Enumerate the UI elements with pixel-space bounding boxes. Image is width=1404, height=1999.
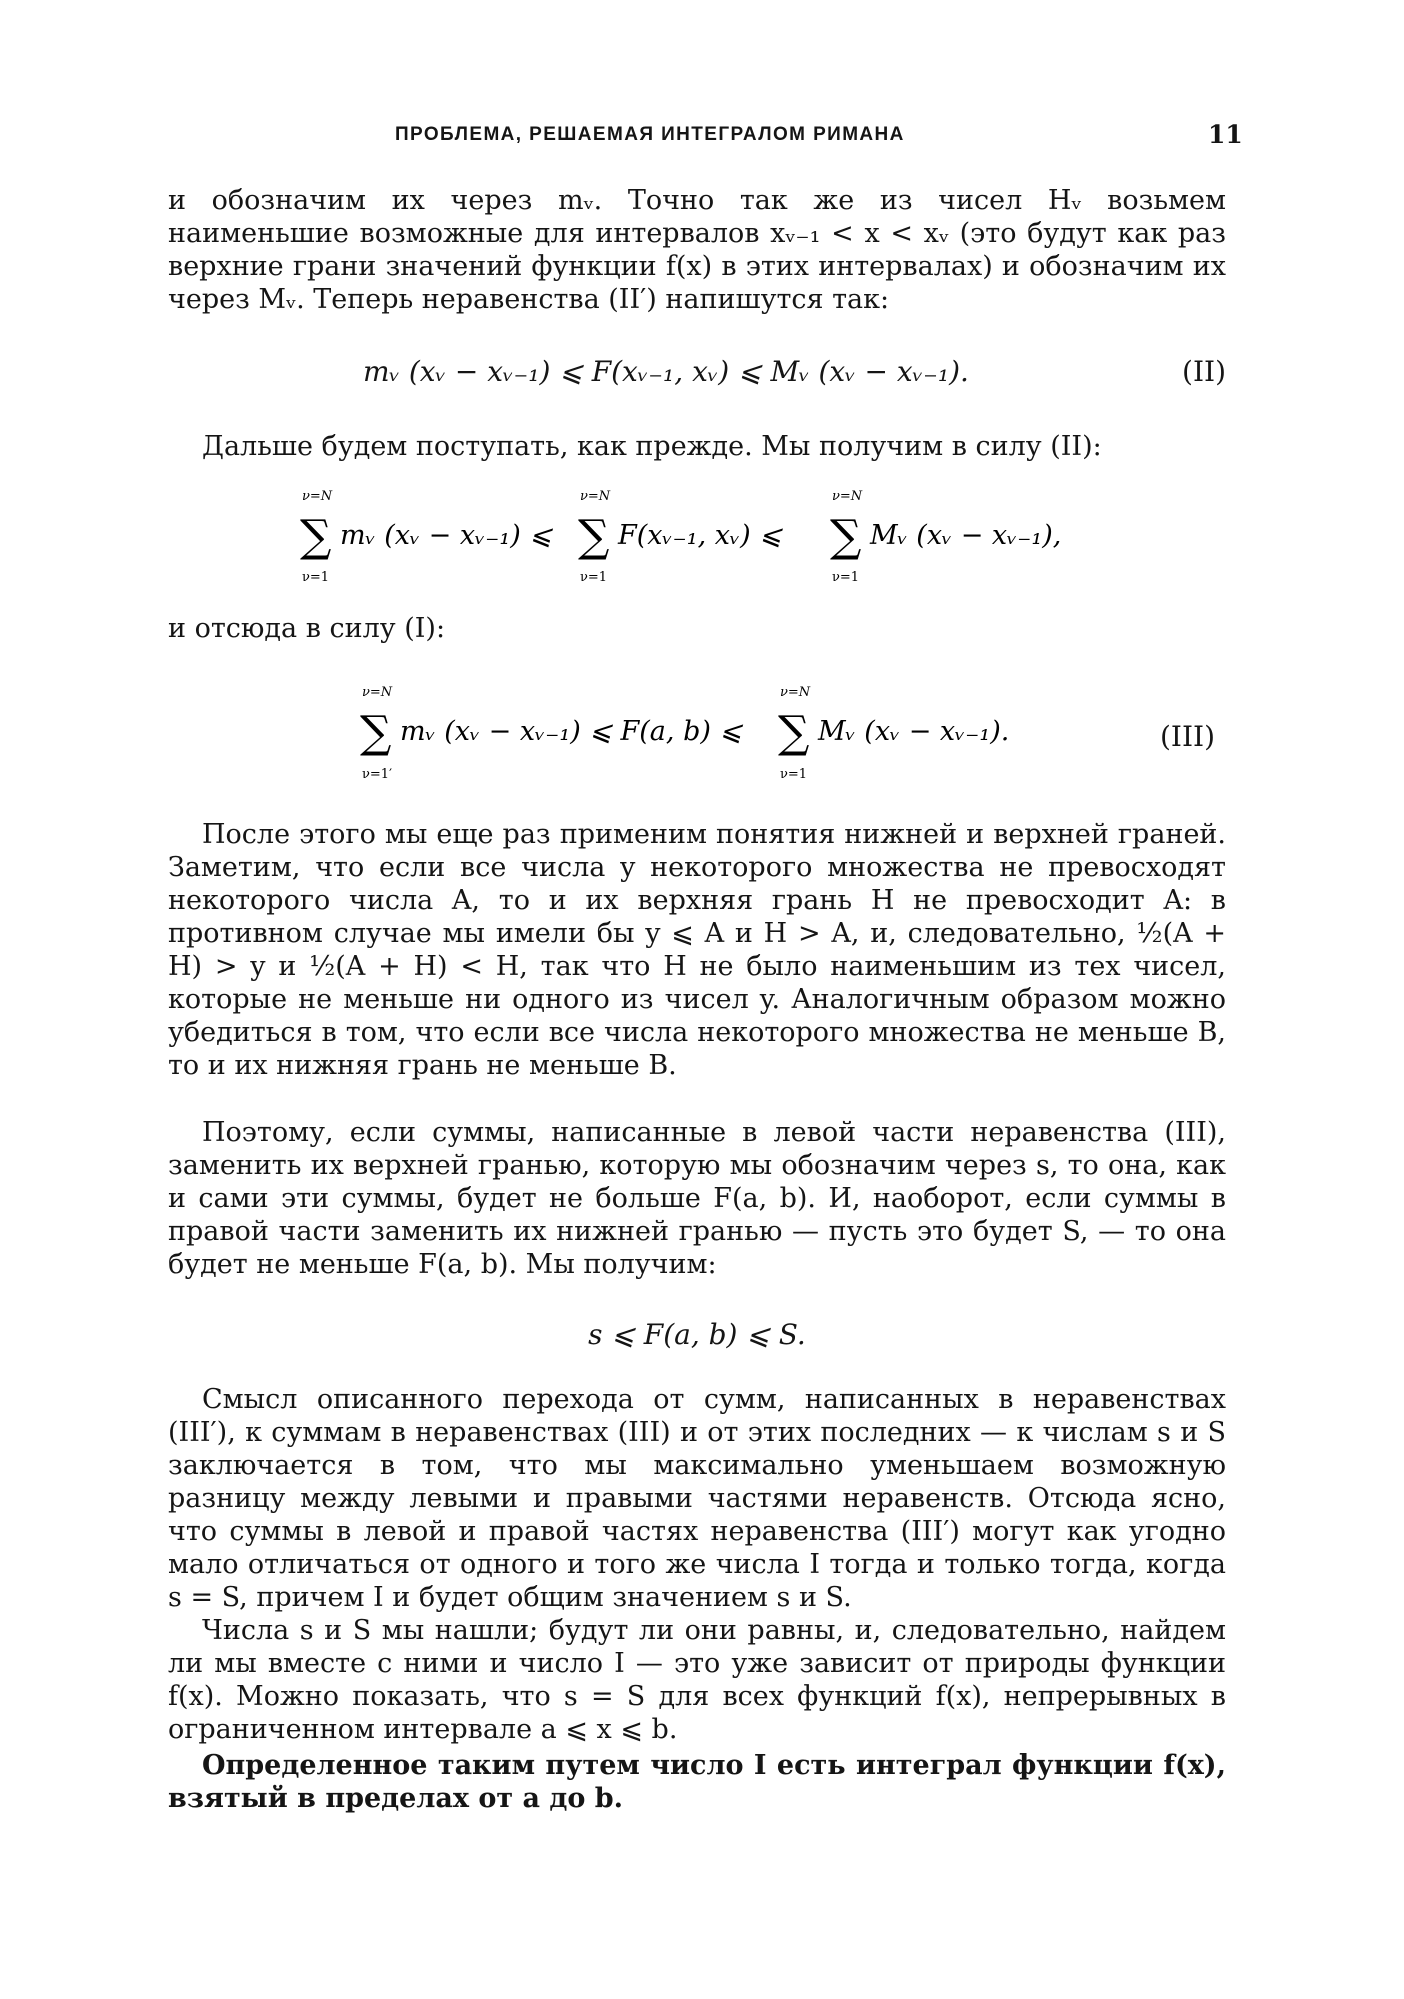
sigma-icon: ∑ — [578, 511, 610, 562]
sum2-lower: ν=1 — [580, 570, 608, 585]
paragraph-1: и обозначим их через mᵥ. Точно так же из чисел Hᵥ возьмем наименьшие возможные для интервалов xᵥ₋₁ < x < xᵥ (это будут как раз верхние грани значений функции f(x) в этих интервалах) и обозначим их через Mᵥ. Теперь неравенства (II′) напишутся так: — [168, 185, 1226, 315]
sum1-upper: ν=N — [302, 489, 333, 504]
paragraph-2: Дальше будем поступать, как прежде. Мы получим в силу (II): — [202, 431, 1102, 462]
sigma-icon: ∑ — [300, 511, 332, 562]
formula-iv-body: s ⩽ F(a, b) ⩽ S. — [588, 1318, 806, 1351]
formula-iii-left: mᵥ (xᵥ − xᵥ₋₁) ⩽ F(a, b) ⩽ — [400, 716, 743, 747]
sum4-upper: ν=N — [362, 685, 393, 700]
sum4-lower: ν=1′ — [362, 767, 393, 782]
sum1-term: mᵥ (xᵥ − xᵥ₋₁) ⩽ — [340, 520, 552, 551]
sum2-upper: ν=N — [580, 489, 611, 504]
running-header: ПРОБЛЕМА, РЕШАЕМАЯ ИНТЕГРАЛОМ РИМАНА — [395, 124, 905, 145]
paragraph-4: После этого мы еще раз применим понятия нижней и верхней граней. Заметим, что если все числа y некоторого множества не превосходят некоторого числа A, то и их верхняя грань H не превосходит A: в противном случае мы имели бы y ⩽ A и H > A, и, следовательно, ½(A + H) > y и ½(A + H) < H, так что H не было наименьшим из тех чисел, которые не меньше ни одного из чисел y. Аналогичным образом можно убедиться в том, что если все числа некоторого множества не меньше B, то и их нижняя грань не меньше B. — [168, 819, 1226, 1081]
sum5-upper: ν=N — [780, 685, 811, 700]
sum-row-ii — [300, 488, 1130, 588]
sigma-icon: ∑ — [360, 707, 392, 758]
sigma-icon: ∑ — [830, 511, 862, 562]
paragraph-7: Числа s и S мы нашли; будут ли они равны, и, следовательно, найдем ли мы вместе с ними и число I — это уже зависит от природы функции f(x). Можно показать, что s = S для всех функций f(x), непрерывных в ограниченном интервале a ⩽ x ⩽ b. — [168, 1615, 1226, 1745]
page-number: 11 — [1208, 120, 1243, 149]
formula-iv — [168, 1318, 1226, 1351]
sum5-lower: ν=1 — [780, 767, 808, 782]
sum1-lower: ν=1 — [302, 570, 330, 585]
formula-iii-tag-wrap — [1160, 720, 1215, 753]
paragraph-8: Определенное таким путем число I есть интеграл функции f(x), взятый в пределах от a до b. — [168, 1750, 1226, 1814]
formula-ii-tag: (II) — [1182, 355, 1226, 388]
formula-iii — [360, 684, 1060, 786]
formula-iii-right: Mᵥ (xᵥ − xᵥ₋₁). — [818, 716, 1010, 747]
sum3-upper: ν=N — [832, 489, 863, 504]
sum2-term: F(xᵥ₋₁, xᵥ) ⩽ — [618, 520, 782, 551]
formula-ii-body: mᵥ (xᵥ − xᵥ₋₁) ⩽ F(xᵥ₋₁, xᵥ) ⩽ Mᵥ (xᵥ − xᵥ₋₁). — [363, 355, 969, 388]
sum3-lower: ν=1 — [832, 570, 860, 585]
formula-ii — [168, 355, 1226, 388]
paragraph-3: и отсюда в силу (I): — [168, 613, 446, 644]
formula-iii-tag: (III) — [1160, 720, 1216, 753]
sum3-term: Mᵥ (xᵥ − xᵥ₋₁), — [870, 520, 1062, 551]
paragraph-6: Смысл описанного перехода от сумм, написанных в неравенствах (III′), к суммам в неравенствах (III) и от этих последних — к числам s и S заключается в том, что мы максимально уменьшаем возможную разницу между левыми и правыми частями неравенств. Отсюда ясно, что суммы в левой и правой частях неравенства (III′) могут как угодно мало отличаться от одного и того же числа I тогда и только тогда, когда s = S, причем I и будет общим значением s и S. — [168, 1384, 1226, 1613]
paragraph-5: Поэтому, если суммы, написанные в левой части неравенства (III), заменить их верхней гранью, которую мы обозначим через s, то она, как и сами эти суммы, будет не больше F(a, b). И, наоборот, если суммы в правой части заменить их нижней гранью — пусть это будет S, — то она будет не меньше F(a, b). Мы получим: — [168, 1117, 1226, 1280]
sigma-icon: ∑ — [778, 707, 810, 758]
